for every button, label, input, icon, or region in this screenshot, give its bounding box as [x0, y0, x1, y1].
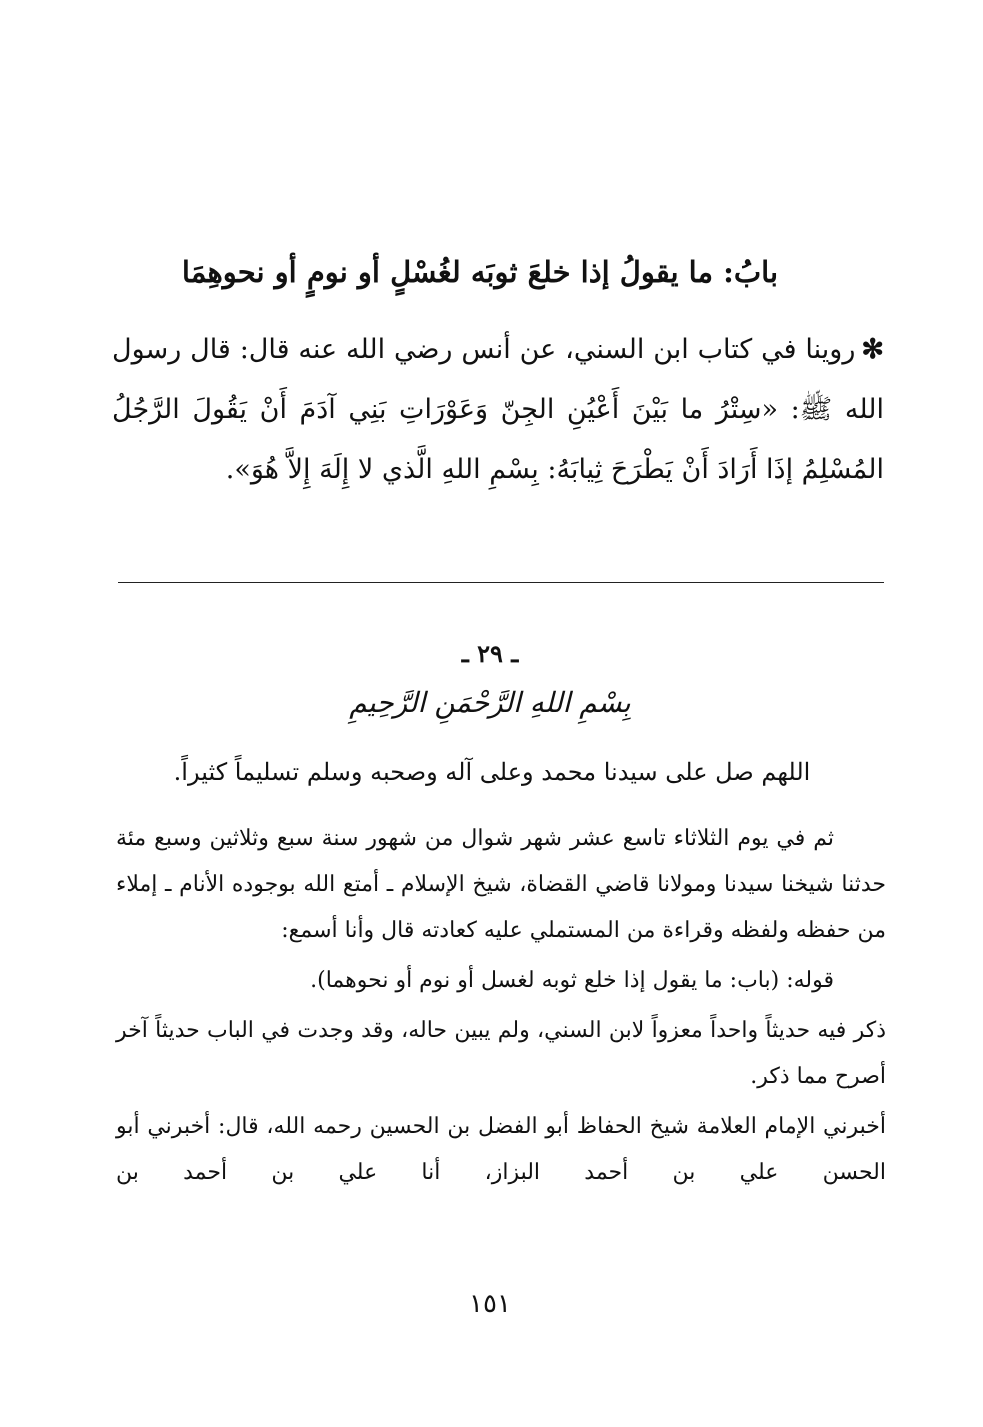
commentary-paragraph-intro: ثم في يوم الثلاثاء تاسع عشر شهر شوال من شهور سنة سبع وثلاثين وسبع مئة حدثنا شيخنا سيدنا ومولانا قاضي القضاة، شيخ الإسلام ـ أمتع الله بوجوده الأنام ـ إملاء من حفظه ولفظه وقراءة من المستملي عليه كعادته قال وأنا أسمع: — [116, 826, 886, 943]
hadith-text-block — [112, 320, 884, 500]
section-divider — [118, 582, 884, 583]
commentary-body — [116, 816, 886, 1196]
commentary-paragraph-quote: قوله: (باب: ما يقول إذا خلع ثوبه لغسل أو نوم أو نحوهما). — [310, 968, 834, 993]
basmala-calligraphy: بِسْمِ اللهِ الرَّحْمَنِ الرَّحِيمِ — [349, 686, 631, 719]
salawat-line: اللهم صل على سيدنا محمد وعلى آله وصحبه وسلم تسليماً كثيراً. — [173, 758, 811, 786]
commentary-paragraph-note: ذكر فيه حديثاً واحداً معزواً لابن السني، ولم يبين حاله، وقد وجدت في الباب حديثاً آخر أصرح مما ذكر. — [116, 1018, 886, 1089]
chapter-heading: بابُ: ما يقولُ إذا خلعَ ثوبَه لغُسْلٍ أو نومٍ أو نحوهِمَا — [181, 255, 779, 289]
hadith-text: روينا في كتاب ابن السني، عن أنس رضي الله عنه قال: قال رسول الله ﷺ: «سِتْرُ ما بَيْنَ أَعْيُنِ الجِنّ وَعَوْرَاتِ بَنِي آدَمَ أَنْ يَقُولَ الرَّجُلُ المُسْلِمُ إذَا أَرَادَ أَنْ يَطْرَحَ ثِيابَهُ: بِسْمِ اللهِ الَّذي لا إِلَهَ إِلاَّ هُوَ». — [112, 334, 884, 485]
page-number: ١٥١ — [469, 1289, 511, 1319]
star-ornament-icon: ✻ — [861, 334, 884, 365]
section-number: ـ ٢٩ ـ — [461, 639, 519, 668]
commentary-paragraph-isnad: أخبرني الإمام العلامة شيخ الحفاظ أبو الفضل بن الحسين رحمه الله، قال: أخبرني أبو الحسن علي بن أحمد البزاز، أنا علي بن أحمد بن — [116, 1114, 886, 1185]
